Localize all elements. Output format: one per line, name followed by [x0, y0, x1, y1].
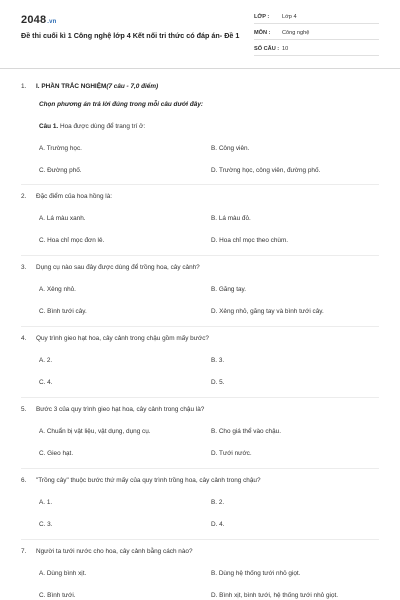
option[interactable]: A. Lá màu xanh. [39, 215, 86, 222]
option[interactable]: C. 4. [39, 379, 53, 386]
option[interactable]: B. Công viên. [211, 145, 250, 152]
option[interactable]: A. Trường học. [39, 145, 82, 152]
option[interactable]: D. 4. [211, 521, 225, 528]
meta-key: SỐ CÂU : [254, 46, 280, 52]
item-number: 1. [21, 83, 27, 90]
option[interactable]: D. Hoa chỉ mọc theo chùm. [211, 237, 289, 244]
instruction: Chọn phương án trả lời đúng trong mỗi câu dưới đây: [39, 101, 204, 108]
document-title: Đề thi cuối kì 1 Công nghệ lớp 4 Kết nối tri thức có đáp án- Đề 1 [21, 31, 240, 40]
header-divider [0, 68, 400, 69]
option[interactable]: D. Tưới nước. [211, 450, 252, 457]
question [21, 193, 381, 203]
question-label: Câu 1. [39, 123, 59, 130]
divider [21, 184, 379, 185]
meta-value: Công nghệ [282, 30, 310, 36]
question [21, 406, 381, 416]
meta-key: MÔN : [254, 30, 271, 36]
question-number: 6. [21, 477, 27, 484]
option[interactable]: C. Hoa chỉ mọc đơn lẻ. [39, 237, 105, 244]
question-text: Người ta tưới nước cho hoa, cây cảnh bằng cách nào? [36, 548, 193, 555]
option[interactable]: B. Dùng hệ thống tưới nhỏ giọt. [211, 570, 301, 577]
meta-subject [254, 28, 379, 40]
option[interactable]: A. Chuẩn bị vật liệu, vật dụng, dụng cụ. [39, 428, 151, 435]
part-note: (7 câu - 7,0 điểm) [106, 83, 159, 90]
question-1 [39, 123, 145, 130]
question-text: Quy trình gieo hạt hoa, cây cảnh trong chậu gồm mấy bước? [36, 335, 209, 342]
question-number: 5. [21, 406, 27, 413]
question-text: Đặc điểm của hoa hồng là: [36, 193, 113, 200]
option[interactable]: D. Xẻng nhỏ, găng tay và bình tưới cây. [211, 308, 324, 315]
meta-question-count [254, 44, 379, 56]
option[interactable]: B. Găng tay. [211, 286, 247, 293]
option[interactable]: A. Dùng bình xịt. [39, 570, 87, 577]
option[interactable]: A. 2. [39, 357, 53, 364]
question-text: Hoa được dùng để trang trí ở: [58, 123, 146, 130]
option[interactable]: B. Cho giá thể vào chậu. [211, 428, 281, 435]
question-number: 2. [21, 193, 27, 200]
meta-grade [254, 12, 379, 24]
question-text: Dụng cụ nào sau đây được dùng để trồng hoa, cây cảnh? [36, 264, 200, 271]
option[interactable]: D. 5. [211, 379, 225, 386]
divider [21, 468, 379, 469]
question-number: 3. [21, 264, 27, 271]
option[interactable]: D. Trường học, công viên, đường phố. [211, 167, 321, 174]
question [21, 477, 381, 487]
option[interactable]: B. 3. [211, 357, 225, 364]
divider [21, 326, 379, 327]
option[interactable]: B. Lá màu đỏ. [211, 215, 251, 222]
option[interactable]: A. Xẻng nhỏ. [39, 286, 76, 293]
part-heading [21, 83, 381, 93]
logo-suffix: .vn [47, 19, 57, 25]
part-title: I. PHẦN TRẮC NGHIỆM [36, 83, 107, 90]
option[interactable]: C. 3. [39, 521, 53, 528]
logo-text: 2048 [21, 14, 47, 26]
question [21, 335, 381, 345]
question [21, 548, 381, 558]
meta-key: LỚP : [254, 14, 270, 20]
divider [21, 255, 379, 256]
header [0, 0, 400, 66]
option[interactable]: D. Bình xịt, bình tưới, hệ thống tưới nhỏ giọt. [211, 592, 339, 599]
meta-value: Lớp 4 [282, 14, 297, 20]
option[interactable]: C. Bình tưới. [39, 592, 76, 599]
question-text: Bước 3 của quy trình gieo hạt hoa, cây cảnh trong chậu là? [36, 406, 205, 413]
question-number: 4. [21, 335, 27, 342]
option[interactable]: C. Gieo hạt. [39, 450, 74, 457]
option[interactable]: C. Bình tưới cây. [39, 308, 87, 315]
option[interactable]: C. Đường phố. [39, 167, 82, 174]
meta-value: 10 [282, 46, 289, 52]
option[interactable]: B. 2. [211, 499, 225, 506]
divider [21, 539, 379, 540]
question-text: "Trồng cây" thuộc bước thứ mấy của quy trình trồng hoa, cây cảnh trong chậu? [36, 477, 261, 484]
divider [21, 397, 379, 398]
site-logo[interactable] [21, 14, 57, 26]
question-number: 7. [21, 548, 27, 555]
question [21, 264, 381, 274]
option[interactable]: A. 1. [39, 499, 53, 506]
